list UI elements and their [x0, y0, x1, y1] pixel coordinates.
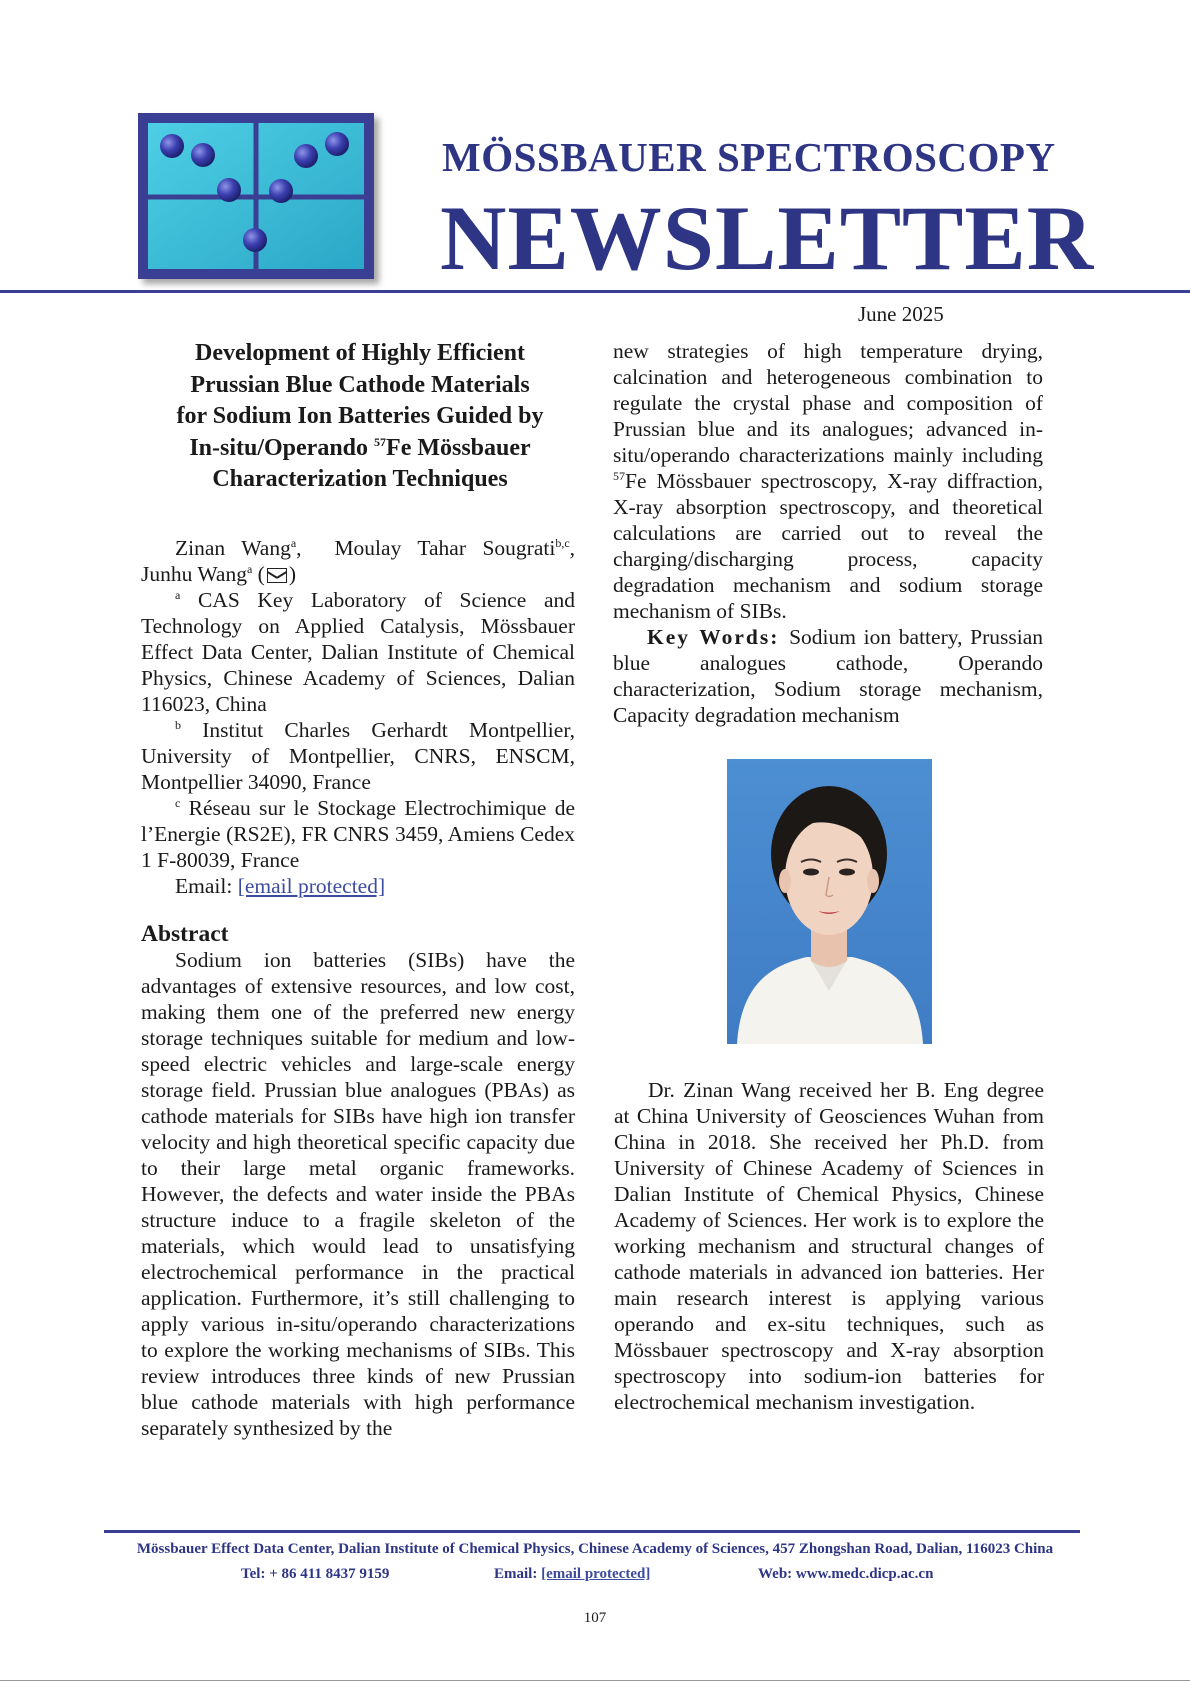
page-number: 107: [583, 1610, 607, 1626]
bio-paragraph: Dr. Zinan Wang received her B. Eng degree at China University of Geosciences Wuhan from China in 2018. She received her Ph.D. from University of Chinese Academy of Sciences in Dalian Institute of Chemical Physics, Chinese Academy of Sciences. Her work is to explore the working mechanism and structural changes of cathode materials in advanced ion batteries. Her main research interest is applying various operando and ex-situ techniques, such as Mössbauer spectroscopy and X-ray absorption spectroscopy into sodium-ion batteries for electrochemical mechanism investigation.: [614, 1078, 1044, 1414]
keywords: Key Words: Sodium ion battery, Prussian blue analogues cathode, Operando characterization, Sodium storage mechanism, Capacity degradation mechanism: [613, 625, 1043, 727]
article-title-line: In-situ/Operando $^{57}$Fe Mössbauer: [189, 434, 531, 461]
footer-rule: [104, 1530, 1080, 1533]
issue-date: June 2025: [858, 302, 944, 326]
newsletter-logo: [138, 113, 374, 279]
affiliation-a: $^a$ CAS Key Laboratory of Science and Technology on Applied Catalysis, Mössbauer Effect Data Center, Dalian Institute of Chemical Physics, Chinese Academy of Sciences, Dalian 116023, China: [141, 587, 575, 716]
footer-web[interactable]: Web: www.medc.dicp.ac.cn: [758, 1566, 934, 1582]
abstract-heading: Abstract: [141, 921, 229, 947]
article-title: [150, 338, 570, 496]
email-line: Email: [email protected]: [175, 874, 386, 898]
abstract-paragraph: Sodium ion batteries (SIBs) have the advantages of extensive resources, and low cost, making them one of the preferred new energy storage techniques suitable for medium and low-speed electric vehicles and large-scale energy storage field. Prussian blue analogues (PBAs) as cathode materials for SIBs have high ion transfer velocity and high theoretical specific capacity due to their large metal organic frameworks. However, the defects and water inside the PBAs structure induce to a fragile skeleton of the materials, which would lead to unsatisfying electrochemical performance in the practical application. Furthermore, it’s still challenging to apply various in-situ/operando characterizations to explore the working mechanisms of SIBs. This review introduces three kinds of new Prussian blue cathode materials with high performance separately synthesized by the: [141, 948, 575, 1440]
article-title-line: Development of Highly Efficient: [195, 340, 525, 366]
masthead-title: NEWSLETTER: [440, 187, 1095, 289]
keywords-label: Key Words:: [647, 625, 790, 649]
left-column: [141, 535, 575, 1441]
article-title-line: for Sodium Ion Batteries Guided by: [176, 403, 544, 429]
right-column: [613, 338, 1043, 728]
email-link[interactable]: [email protected]: [237, 874, 386, 898]
masthead-rule: [0, 290, 1190, 293]
envelope-icon: [267, 568, 287, 583]
abstract-continuation: new strategies of high temperature drying, calcination and heterogeneous combination to regulate the crystal phase and composition of Prussian blue and its analogues; advanced in-situ/operando characterizations mainly including $^{57}$Fe Mössbauer spectroscopy, X-ray diffraction, X-ray absorption spectroscopy, and theoretical calculations are carried out to reveal the charging/discharging process, capacity degradation mechanism and sodium storage mechanism of SIBs.: [613, 339, 1043, 623]
article-title-line: Prussian Blue Cathode Materials: [190, 371, 530, 398]
author-list: Zinan Wang$^a$, Moulay Tahar Sougrati$^{b,c}$, Junhu Wang$^a$ ( ): [141, 535, 576, 586]
author-bio: [614, 1077, 1044, 1415]
footer-address: Mössbauer Effect Data Center, Dalian Institute of Chemical Physics, Chinese Academy of Sciences, 457 Zhongshan Road, Dalian, 116023 China: [136, 1541, 1054, 1557]
footer-tel: Tel: + 86 411 8437 9159: [241, 1566, 390, 1582]
page-bottom-rule: [0, 1680, 1190, 1681]
affiliation-b: $^b$ Institut Charles Gerhardt Montpellier, University of Montpellier, CNRS, ENSCM, Montpellier 34090, France: [141, 717, 575, 794]
affiliation-c: $^c$ Réseau sur le Stockage Electrochimique de l’Energie (RS2E), FR CNRS 3459, Amiens Cedex 1 F-80039, France: [141, 795, 576, 872]
author-portrait: [727, 759, 932, 1044]
footer-email-link[interactable]: [email protected]: [541, 1566, 651, 1582]
masthead-subtitle: MÖSSBAUER SPECTROSCOPY: [442, 134, 1056, 180]
article-title-line: Characterization Techniques: [212, 466, 508, 492]
footer-email: Email: [email protected]: [494, 1566, 651, 1582]
